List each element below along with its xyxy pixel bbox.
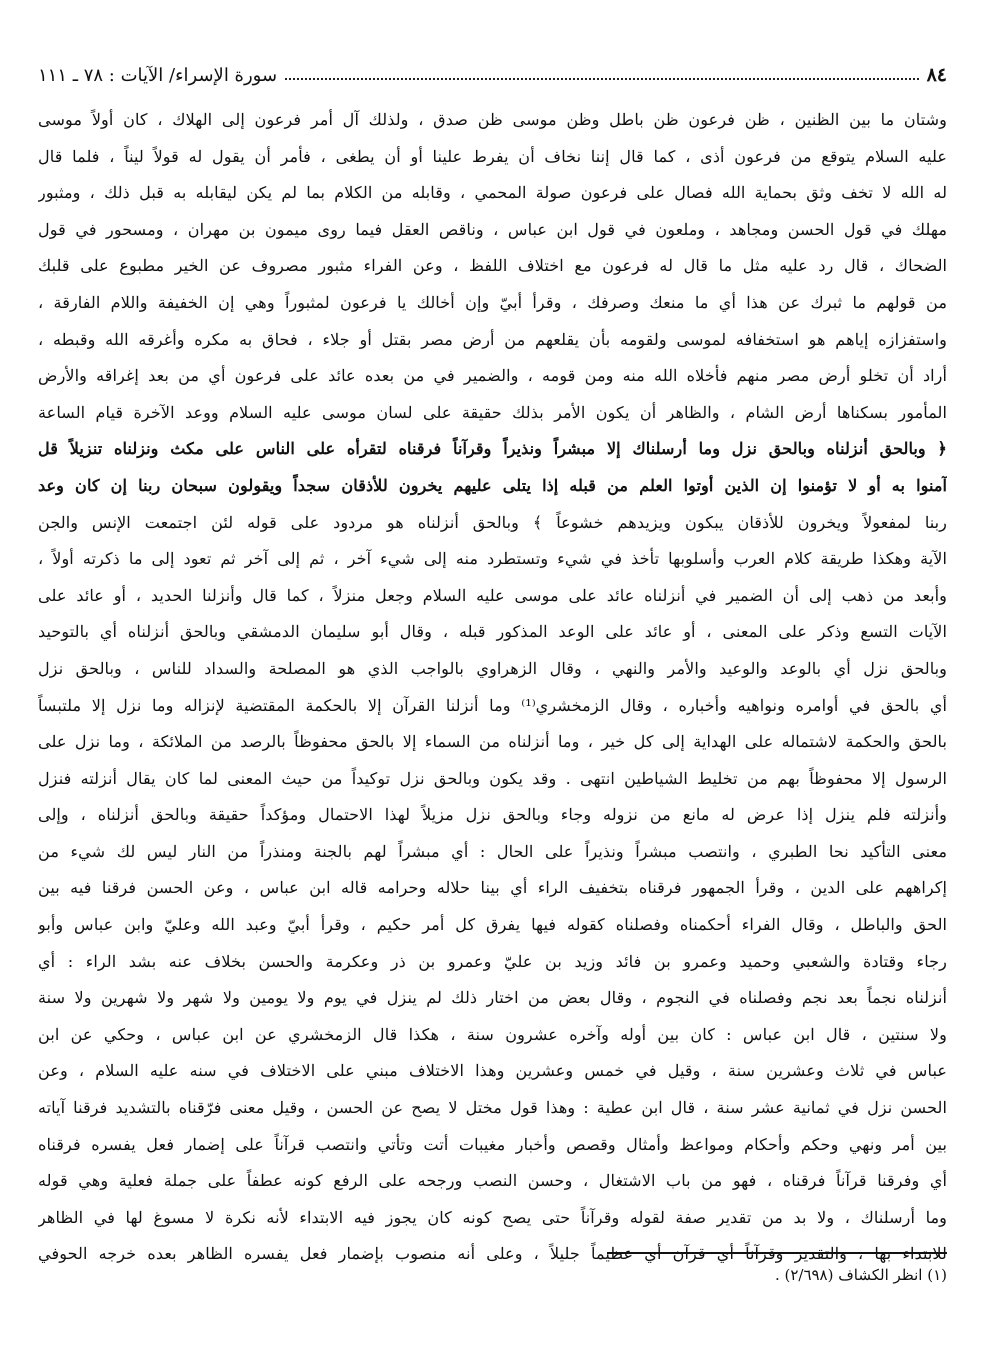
text-line: الرسول إلا محفوظاً بهم من تخليط الشياطين انتهى . وقد يكون وبالحق نزل توكيداً من حيث المعنى لما كان يقال أنزلته فنزل [38,768,947,788]
text-line: رجاء وقتادة والشعبي وحميد وعمرو بن فائد وزيد بن عليّ وعمرو بن ذر وعكرمة والحسن بخلاف عنه بشد الراء : أي [38,951,947,971]
text-line: إكراههم على الدين ، وقرأ الجمهور فرقناه بتخفيف الراء أي بينا حلاله وحرامه قاله ابن عباس ، وعن الحسن فرقنا فيه بين [38,878,947,898]
running-header [38,60,947,90]
text-line: أي وفرقنا قرآناً فرقناه ، فهو من باب الاشتغال ، وحسن النصب ورجحه على الرفع كونه عطفاً على جملة فعلية وهي قوله [38,1171,947,1191]
footnote: (١) انظر الكشاف (٢/٦٩٨) . [774,1266,947,1284]
footnote-separator [607,1252,947,1254]
text-line: الآيات التسع وذكر على المعنى ، أو عائد على الوعد المذكور قبله ، وقال أبو سليمان الدمشقي وبالحق أنزلناه أي بالتوحيد [38,622,947,642]
text-line: الحق والباطل ، وقال الفراء أحكمناه وفصلناه كقوله فيها يفرق كل أمر حكيم ، وقرأ أبيّ وعبد الله وعليّ وابن عباس وأبو [38,915,947,935]
text-line: آمنوا به أو لا تؤمنوا إن الذين أوتوا العلم من قبله إذا يتلى عليهم يخرون للأذقان سجداً ويقولون سبحان ربنا إن كان وعد [38,475,947,495]
text-line: معنى التأكيد نحا الطبري ، وانتصب مبشراً ونذيراً على الحال : أي مبشراً لهم بالجنة ومنذراً من النار ليس لك شيء من [38,841,947,861]
text-line: بين أمر ونهي وحكم وأحكام ومواعظ وأمثال وقصص وأخبار مغيبات أتت وتأتي وانتصب قرآناً على إضمار فعل يفسره فرقناه [38,1134,947,1154]
text-line: الحسن نزل في ثمانية عشر سنة ، قال ابن عطية : وهذا قول مختل لا يصح عن الحسن ، وقيل معنى فرّقناه بالتشديد فرقنا آياته [38,1098,947,1118]
text-line: ربنا لمفعولاً ويخرون للأذقان يبكون ويزيدهم خشوعاً ﴾ وبالحق أنزلناه هو مردود على قوله لئن اجتمعت الإنس والجن [38,512,947,532]
text-line: عليه السلام يتوقع من فرعون أذى ، كما قال إننا نخاف أن يفرط علينا أو أن يطغى ، فأمر أن يقول له قولاً ليناً ، فلما قال [38,146,947,166]
text-line: وأبعد من ذهب إلى أن الضمير في أنزلناه عائد على موسى عليه السلام وجعل منزلاً ، كما قال وأنزلنا الحديد ، أو عائد على [38,585,947,605]
page-number: ٨٤ [926,64,947,86]
text-line: وأنزلته فلم ينزل إذا عرض له مانع من نزوله وجاء وبالحق نزل مزيلاً لهذا الاحتمال ومؤكداً حقيقة وبالحق أنزلناه ، وإلى [38,805,947,825]
text-line: وبالحق نزل أي بالوعد والوعيد والأمر والنهي ، وقال الزهراوي بالواجب الذي هو المصلحة والسداد للناس ، وبالحق نزل [38,658,947,678]
text-line: للابتداء بها ، والتقدير وقرآناً أي قرآن أي عظيماً جليلاً ، وعلى أنه منصوب بإضمار فعل يفسره الظاهر بعده خرجه الحوفي [38,1244,947,1264]
text-line: بالحق والحكمة لاشتماله على الهداية إلى كل خير ، وما أنزلناه من السماء إلا بالحق محفوظاً بالرصد من الملائكة ، وما نزل على [38,732,947,752]
chapter-title: سورة الإسراء/ الآيات : ٧٨ ـ ١١١ [38,64,278,86]
header-dotted-leader [285,78,919,80]
text-line: عباس في ثلاث وعشرين سنة ، وقيل في خمس وعشرين وهذا الاختلاف مبني على الاختلاف في سنه عليه السلام ، وعن [38,1061,947,1081]
text-line: أي بالحق في أوامره ونواهيه وأخباره ، وقال الزمخشري⁽¹⁾ وما أنزلنا القرآن إلا بالحكمة المقتضية لإنزاله وما نزل إلا ملتبساً [38,695,947,715]
text-line: من قولهم ما ثبرك عن هذا أي ما منعك وصرفك ، وقرأ أبيّ وإن أخالك يا فرعون لمثبوراً وهي إن الخفيفة واللام الفارقة ، [38,292,947,312]
text-line: ولا سنتين ، قال ابن عباس : كان بين أوله وآخره عشرون سنة ، هكذا قال الزمخشري عن ابن عباس ، وحكي عن ابن [38,1024,947,1044]
text-line: مهلك في قول الحسن ومجاهد ، وملعون في قول ابن عباس ، وناقص العقل فيما روى ميمون بن مهران ، ومسحور في قول [38,219,947,239]
text-line: أراد أن تخلو أرض مصر منهم فأخلاه الله منه ومن قومه ، والضمير في من بعده عائد على فرعون أي من بعد إغراقه والأرض [38,366,947,386]
page-body [38,102,947,1273]
text-line: وما أرسلناك ، ولا بد من تقدير صفة لقوله وقرآناً حتى يصح كونه كان يجوز فيه الابتداء لأنه نكرة لا مسوغ لها في الظاهر [38,1207,947,1227]
text-line: المأمور بسكناها أرض الشام ، والظاهر أن يكون الأمر بذلك حقيقة على لسان موسى عليه السلام ووعد الآخرة قيام الساعة [38,402,947,422]
text-line: الآية وهكذا طريقة كلام العرب وأسلوبها تأخذ في شيء وتستطرد منه إلى شيء آخر ، ثم إلى آخر ثم تعود إلى ما ذكرته أولاً ، [38,549,947,569]
text-line: الضحاك ، قال رد عليه مثل ما قال له فرعون مع اختلاف اللفظ ، وعن الفراء مثبور مصروف عن الخير مطبوع على قلبك [38,256,947,276]
text-line: وشتان ما بين الظنين ، ظن فرعون ظن باطل وظن موسى ظن صدق ، ولذلك آل أمر فرعون إلى الهلاك ، كان أولاً موسى [38,110,947,129]
text-line: ﴿ وبالحق أنزلناه وبالحق نزل وما أرسلناك إلا مبشراً ونذيراً وقرآناً فرقناه لتقرأه على الناس على مكث ونزلناه تنزيلاً قل [38,439,947,459]
text-line: واستفزازه إياهم هو استخفافه لموسى ولقومه بأن يقلعهم من أرض مصر بقتل أو جلاء ، فحاق به مكره وأغرقه الله وقبطه ، [38,329,947,349]
text-line: له الله لا تخف وثق بحماية الله فصال على فرعون صولة المحمي ، وقابله من الكلام بما لم يكن ليقابله به قبل ذلك ، ومثبور [38,183,947,203]
text-line: أنزلناه نجماً بعد نجم وفصلناه في النجوم ، وقال بعض من اختار ذلك لم ينزل في يوم ولا يومين ولا شهر ولا شهرين ولا سنة [38,988,947,1008]
